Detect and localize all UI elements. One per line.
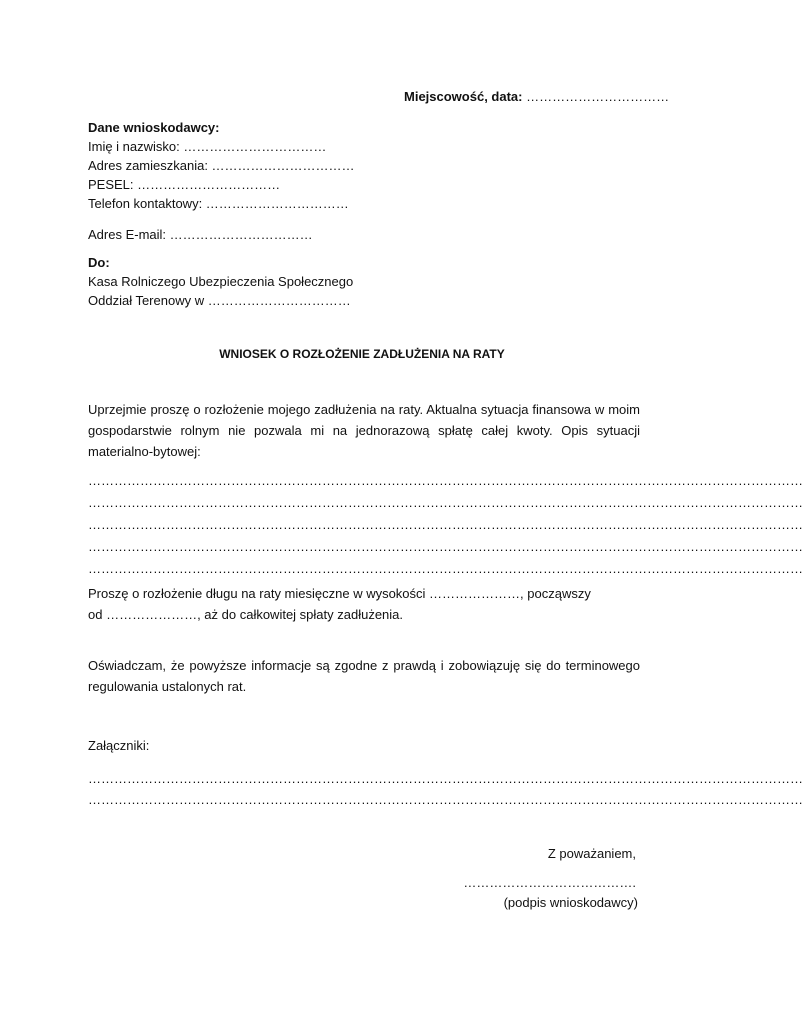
description-line: …………………………………………………………………………………………………………………………………………………	[88, 539, 803, 554]
intro-paragraph: Uprzejmie proszę o rozłożenie mojego zadłużenia na raty. Aktualna sytuacja finansowa w moim gospodarstwie rolnym nie pozwala mi na jednorazową spłatę całej kwoty. Opis sytuacji materialno-bytowej:	[88, 402, 640, 459]
attachment-line: …………………………………………………………………………………………………………………………………………………	[88, 771, 803, 786]
description-line: …………………………………………………………………………………………………………………………………………………	[88, 495, 803, 510]
place-date-line	[404, 88, 669, 106]
document-title: WNIOSEK O ROZŁOŻENIE ZADŁUŻENIA NA RATY	[219, 347, 505, 361]
description-line: …………………………………………………………………………………………………………………………………………………	[88, 517, 803, 532]
place-date-label: Miejscowość, data:	[404, 89, 523, 104]
signature-line: ………………………………….	[463, 875, 636, 890]
attachments-label: Załączniki:	[88, 738, 150, 753]
applicant-name-line: Imię i nazwisko: ……………………………	[88, 139, 327, 154]
declaration-paragraph: Oświadczam, że powyższe informacje są zgodne z prawdą i zobowiązuję się do terminowego regulowania ustalonych rat.	[88, 658, 640, 694]
recipient-heading: Do:	[88, 255, 110, 270]
description-line: …………………………………………………………………………………………………………………………………………………	[88, 561, 803, 576]
applicant-pesel-line: PESEL: ……………………………	[88, 177, 281, 192]
applicant-phone-line: Telefon kontaktowy: ……………………………	[88, 196, 349, 211]
attachment-line: …………………………………………………………………………………………………………………………………………………	[88, 792, 803, 807]
signature-caption: (podpis wnioskodawcy)	[503, 895, 638, 910]
recipient-branch-line: Oddział Terenowy w ……………………………	[88, 293, 351, 308]
recipient-institution: Kasa Rolniczego Ubezpieczenia Społecznego	[88, 274, 354, 289]
place-date-value: ……………………………	[526, 89, 670, 104]
applicant-email-line: Adres E-mail: ……………………………	[88, 227, 313, 242]
applicant-heading: Dane wnioskodawcy:	[88, 120, 220, 135]
closing-regards: Z poważaniem,	[547, 846, 636, 861]
description-line: …………………………………………………………………………………………………………………………………………………	[88, 473, 803, 488]
applicant-address-line: Adres zamieszkania: ……………………………	[88, 158, 355, 173]
installment-request-paragraph: Proszę o rozłożenie długu na raty miesięczne w wysokości …………………, począwszy od …………………, aż do całkowitej spłaty zadłużenia.	[88, 586, 591, 622]
